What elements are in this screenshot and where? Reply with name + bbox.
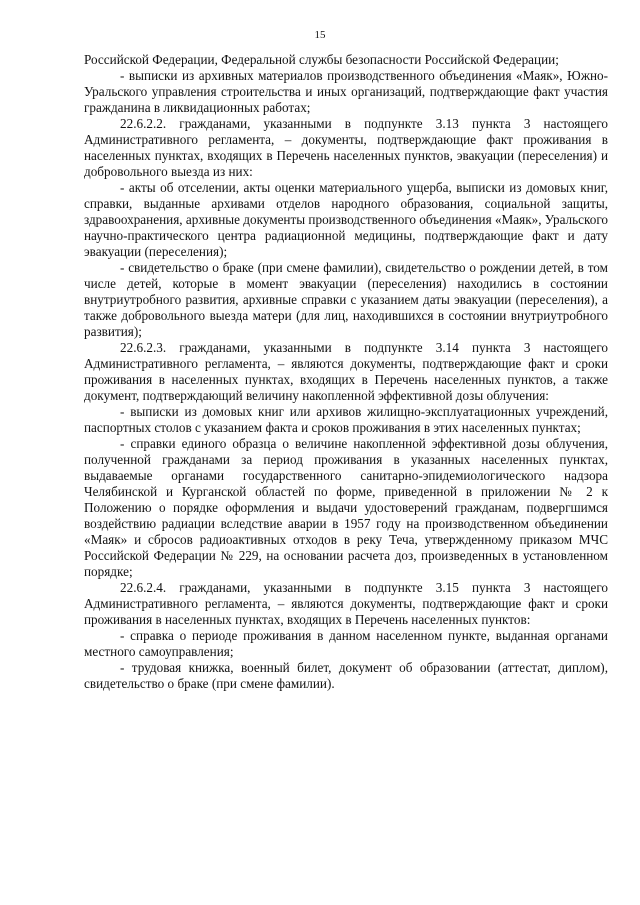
paragraph-10: - справка о периоде проживания в данном населенном пункте, выданная органами местного самоуправления; — [84, 628, 608, 659]
page-number: 15 — [314, 29, 326, 41]
paragraph-11: - трудовая книжка, военный билет, документ об образовании (аттестат, диплом), свидетельство о браке (при смене фамилии). — [84, 660, 608, 691]
paragraph-8: - справки единого образца о величине накопленной эффективной дозы облучения, полученной гражданами за период проживания в указанных населенных пунктах, выдаваемые органами государственного санитарно-эпидемиологического надзора Челябинской и Курганской областей по форме, приведенной в приложении № 2 к Положению о порядке оформления и выдачи удостоверений гражданам, подвергшимся воздействию радиации вследствие аварии в 1957 году на производственном объединении «Маяк» и сбросов радиоактивных отходов в реку Теча, утвержденному приказом МЧС Российской Федерации № 229, на основании расчета доз, произведенных в установленном порядке; — [84, 436, 608, 579]
paragraph-1: Российской Федерации, Федеральной службы безопасности Российской Федерации; — [84, 52, 559, 67]
paragraph-2: - выписки из архивных материалов производственного объединения «Маяк», Южно-Уральского управления строительства и иных организаций, подтверждающие факт участия гражданина в ликвидационных работах; — [84, 68, 608, 115]
paragraph-6: 22.6.2.3. гражданами, указанными в подпункте 3.14 пункта 3 настоящего Административного регламента, – являются документы, подтверждающие факт и сроки проживания в населенных пунктах, входящих в Перечень населенных пунктов, а также документ, подтверждающий величину накопленной эффективной дозы облучения: — [84, 340, 608, 403]
paragraph-9: 22.6.2.4. гражданами, указанными в подпункте 3.15 пункта 3 настоящего Административного регламента, – являются документы, подтверждающие факт и сроки проживания в населенных пунктах, входящих в Перечень населенных пунктов: — [84, 580, 608, 627]
paragraph-3: 22.6.2.2. гражданами, указанными в подпункте 3.13 пункта 3 настоящего Административного регламента, – документы, подтверждающие факт проживания в населенных пунктах, входящих в Перечень населенных пунктов, эвакуации (переселения) и добровольного выезда из них: — [84, 116, 608, 179]
paragraph-5: - свидетельство о браке (при смене фамилии), свидетельство о рождении детей, в том числе детей, которые в момент эвакуации (переселения) находились в состоянии внутриутробного развития, архивные справки с указанием даты эвакуации (переселения), а также добровольного выезда матери (для лиц, находившихся в состоянии внутриутробного развития); — [84, 260, 608, 339]
document-body — [84, 52, 608, 692]
paragraph-4: - акты об отселении, акты оценки материального ущерба, выписки из домовых книг, справки, выданные архивами отделов народного образования, социальной защиты, здравоохранения, архивные документы производственного объединения «Маяк», Уральского научно-практического центра радиационной медицины, подтверждающие факт и дату эвакуации (переселения); — [84, 180, 608, 259]
paragraph-7: - выписки из домовых книг или архивов жилищно-эксплуатационных учреждений, паспортных столов с указанием факта и сроков проживания в этих населенных пунктах; — [84, 404, 608, 435]
